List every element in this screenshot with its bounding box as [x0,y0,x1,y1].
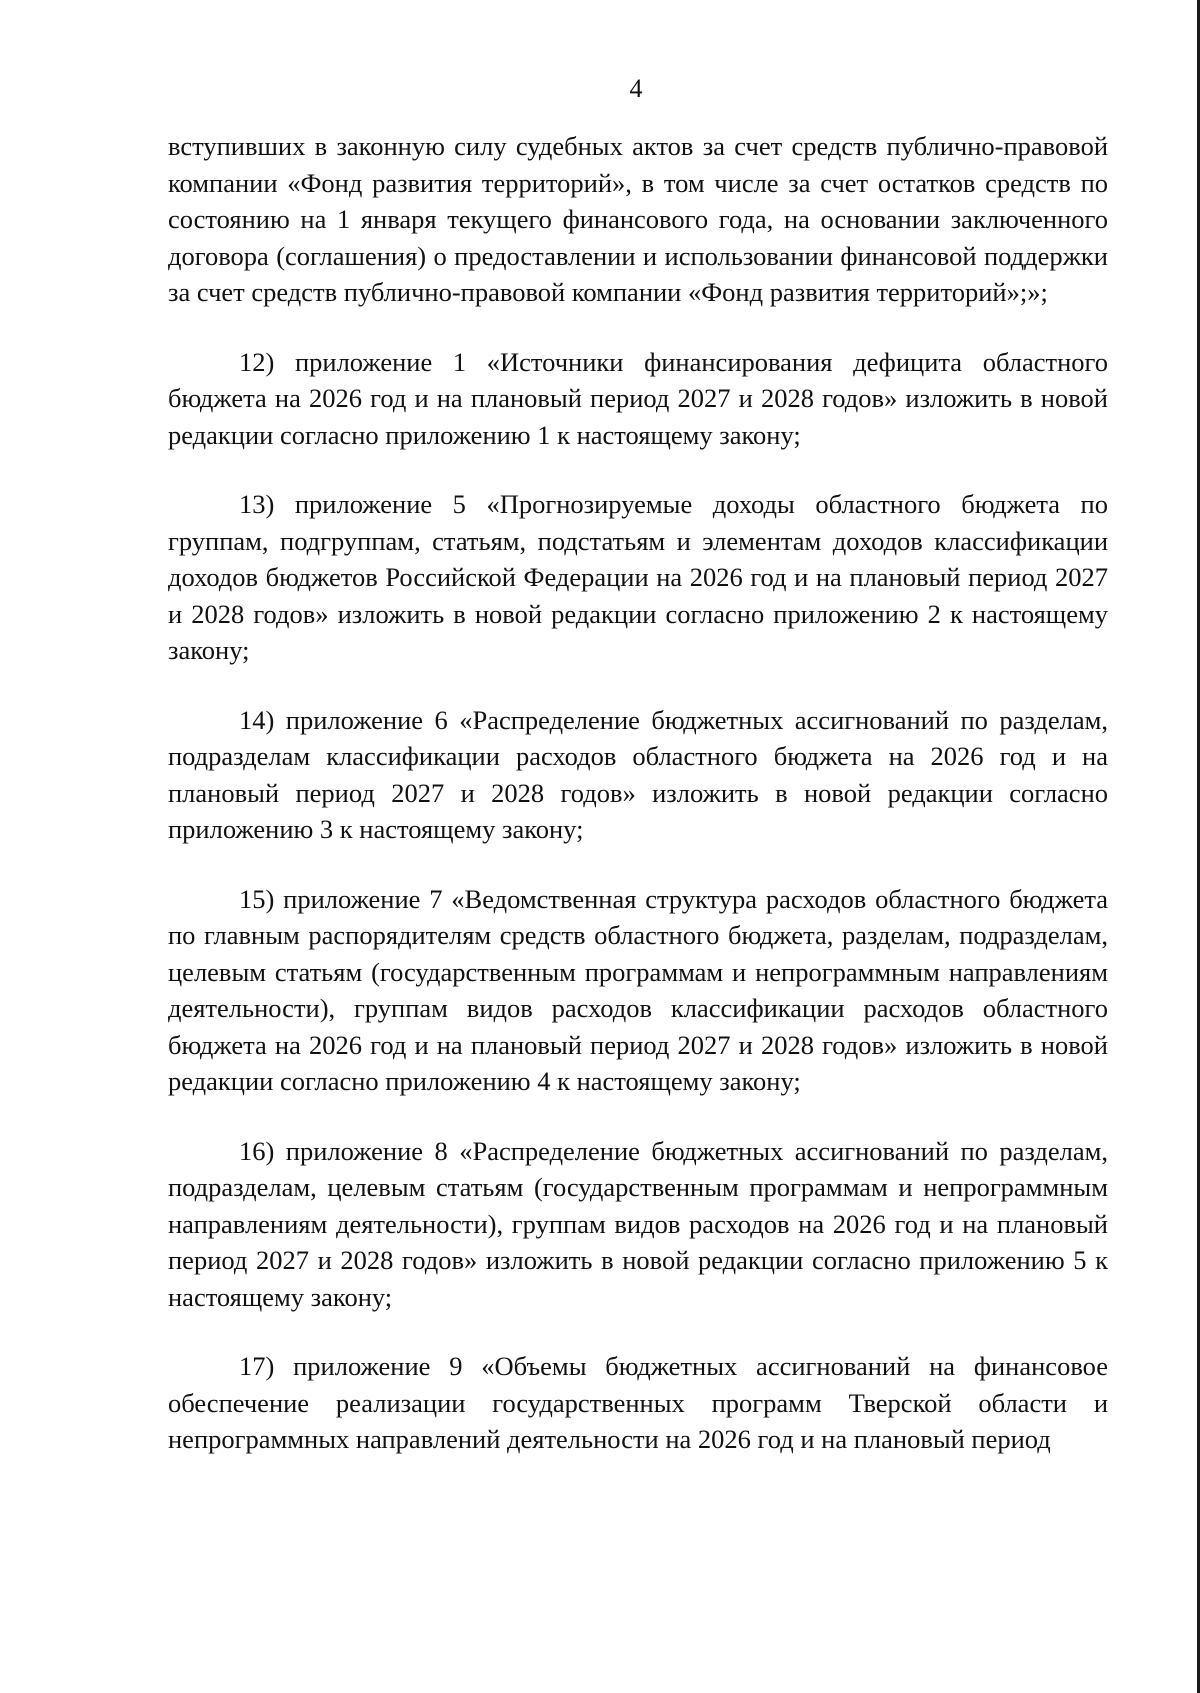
page-number: 4 [629,74,643,103]
paragraph-item-16: 16) приложение 8 «Распределение бюджетных ассигнований по разделам, подразделам, целевым статьям (государственным программам и непрограммным направлениям деятельности), группам видов расходов на 2026 год и на плановый период 2027 и 2028 годов» изложить в новой редакции согласно приложению 5 к настоящему закону; [168,1135,1108,1312]
paragraph-item-13: 13) приложение 5 «Прогнозируемые доходы областного бюджета по группам, подгруппам, статьям, подстатьям и элементам доходов классификации доходов бюджетов Российской Федерации на 2026 год и на плановый период 2027 и 2028 годов» изложить в новой редакции согласно приложению 2 к настоящему закону; [168,489,1108,665]
paragraph-item-14: 14) приложение 6 «Распределение бюджетных ассигнований по разделам, подразделам классификации расходов областного бюджета на 2026 год и на плановый период 2027 и 2028 годов» изложить в новой редакции согласно приложению 3 к настоящему закону; [168,704,1108,844]
paragraph-item-15: 15) приложение 7 «Ведомственная структура расходов областного бюджета по главным распорядителям средств областного бюджета, разделам, подразделам, целевым статьям (государственным программам и непрограммным направлениям деятельности), группам видов расходов классификации расходов областного бюджета на 2026 год и на плановый период 2027 и 2028 годов» изложить в новой редакции согласно приложению 4 к настоящему закону; [168,883,1108,1096]
document-body [168,128,1108,1458]
paragraph-item-17: 17) приложение 9 «Объемы бюджетных ассигнований на финансовое обеспечение реализации государственных программ Тверской области и непрограммных направлений деятельности на 2026 год и на плановый период [168,1351,1108,1454]
paragraph-item-12: 12) приложение 1 «Источники финансирования дефицита областного бюджета на 2026 год и на плановый период 2027 и 2028 годов» изложить в новой редакции согласно приложению 1 к настоящему закону; [168,346,1108,450]
paragraph-continuation: вступивших в законную силу судебных актов за счет средств публично-правовой компании «Фонд развития территорий», в том числе за счет остатков средств по состоянию на 1 января текущего финансового года, на основании заключенного договора (соглашения) о предоставлении и использовании финансовой поддержки за счет средств публично-правовой компании «Фонд развития территорий»;»; [168,131,1108,307]
